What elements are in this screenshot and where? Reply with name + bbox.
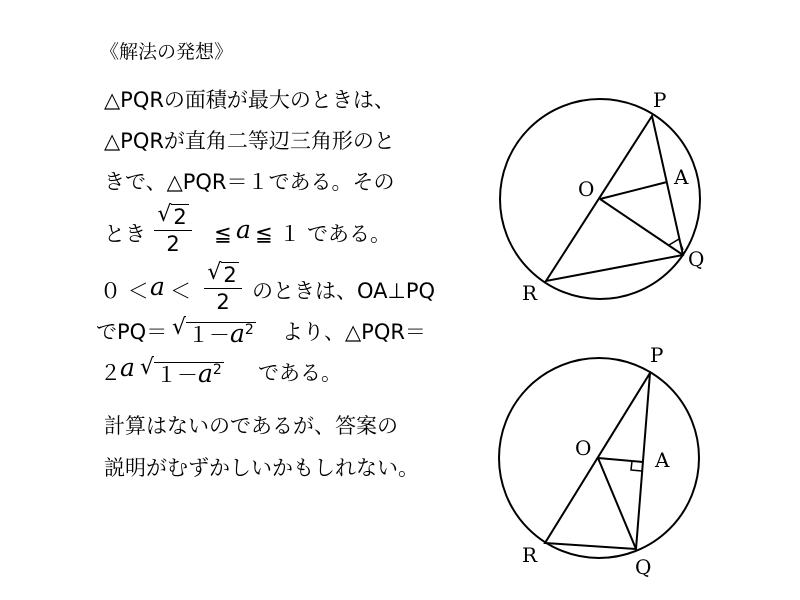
para2-line3-pre: ２ xyxy=(100,361,121,385)
heading: 《解法の発想》 xyxy=(100,41,234,63)
figure2-label-a: A xyxy=(655,448,670,472)
para2-line3-post: である。 xyxy=(258,361,342,385)
radicand-exponent: 2 xyxy=(212,362,222,378)
fraction-denominator: 2 xyxy=(166,232,180,256)
para2-line2-pre: でPQ＝ xyxy=(96,320,168,344)
para3-line1: 計算はないのであるが、答案の xyxy=(104,414,398,438)
fraction-numerator: 2 xyxy=(173,205,187,229)
radical-sign: √ xyxy=(157,202,172,227)
figure2-segment-oa xyxy=(598,458,643,462)
figure1-segment-oa xyxy=(600,182,667,199)
radical-sign: √ xyxy=(140,355,155,380)
para1-line2: △PQRが直角二等辺三角形のと xyxy=(104,129,395,153)
fraction-sqrt2-over-2 xyxy=(150,204,196,257)
radicand-text: １－ xyxy=(156,363,198,387)
radicand-text: １－ xyxy=(188,323,230,347)
para2-line1-var-a: a xyxy=(150,272,165,301)
figure1-label-o: O xyxy=(578,177,595,201)
figure2-label-p: P xyxy=(650,343,664,367)
para1-line4-pre: とき xyxy=(104,222,146,246)
figure1-label-r: R xyxy=(522,281,538,305)
para2-line1-lt: ＜ xyxy=(170,279,191,303)
figure2-label-q: Q xyxy=(635,555,652,579)
para3-line2: 説明がむずかしいかもしれない。 xyxy=(104,456,419,480)
figure1-label-q: Q xyxy=(688,247,705,271)
fraction-denominator: 2 xyxy=(216,290,230,314)
para2-line2-sqrt xyxy=(172,315,256,348)
figure1-segment-oq xyxy=(600,199,683,255)
para1-line4-var-a: a xyxy=(236,215,251,244)
para1-line4-leq: ≦ xyxy=(214,222,232,246)
para2-line1-post: のときは、OA⊥PQ xyxy=(252,279,436,303)
para2-line3-sqrt xyxy=(140,355,224,388)
figure1-label-a: A xyxy=(674,165,689,189)
para1-line3: きで、△PQR＝１である。その xyxy=(104,170,395,194)
radicand-var-a: a xyxy=(230,319,245,348)
para2-line2-post: より、△PQR＝ xyxy=(282,320,426,344)
radicand-var-a: a xyxy=(198,359,213,388)
para1-line4-post: ≦ １ である。 xyxy=(255,222,391,246)
fraction-sqrt2-over-2-second xyxy=(200,262,246,315)
figure-2-circle-diagram xyxy=(490,340,720,585)
figure-1-circle-diagram xyxy=(490,85,720,315)
figure2-label-r: R xyxy=(522,543,538,567)
figure2-label-o: O xyxy=(575,436,592,460)
para1-line1: △PQRの面積が最大のときは、 xyxy=(104,88,395,112)
figure1-label-p: P xyxy=(653,88,667,112)
figure1-triangle-pqr xyxy=(546,116,683,281)
radical-sign: √ xyxy=(172,315,187,340)
para2-line3-var-a: a xyxy=(120,353,135,382)
fraction-numerator: 2 xyxy=(223,263,237,287)
para2-line1-pre: ０ ＜ xyxy=(100,279,149,303)
radicand-exponent: 2 xyxy=(244,322,254,338)
radical-sign: √ xyxy=(207,260,222,285)
figure2-segment-oq xyxy=(598,458,636,549)
